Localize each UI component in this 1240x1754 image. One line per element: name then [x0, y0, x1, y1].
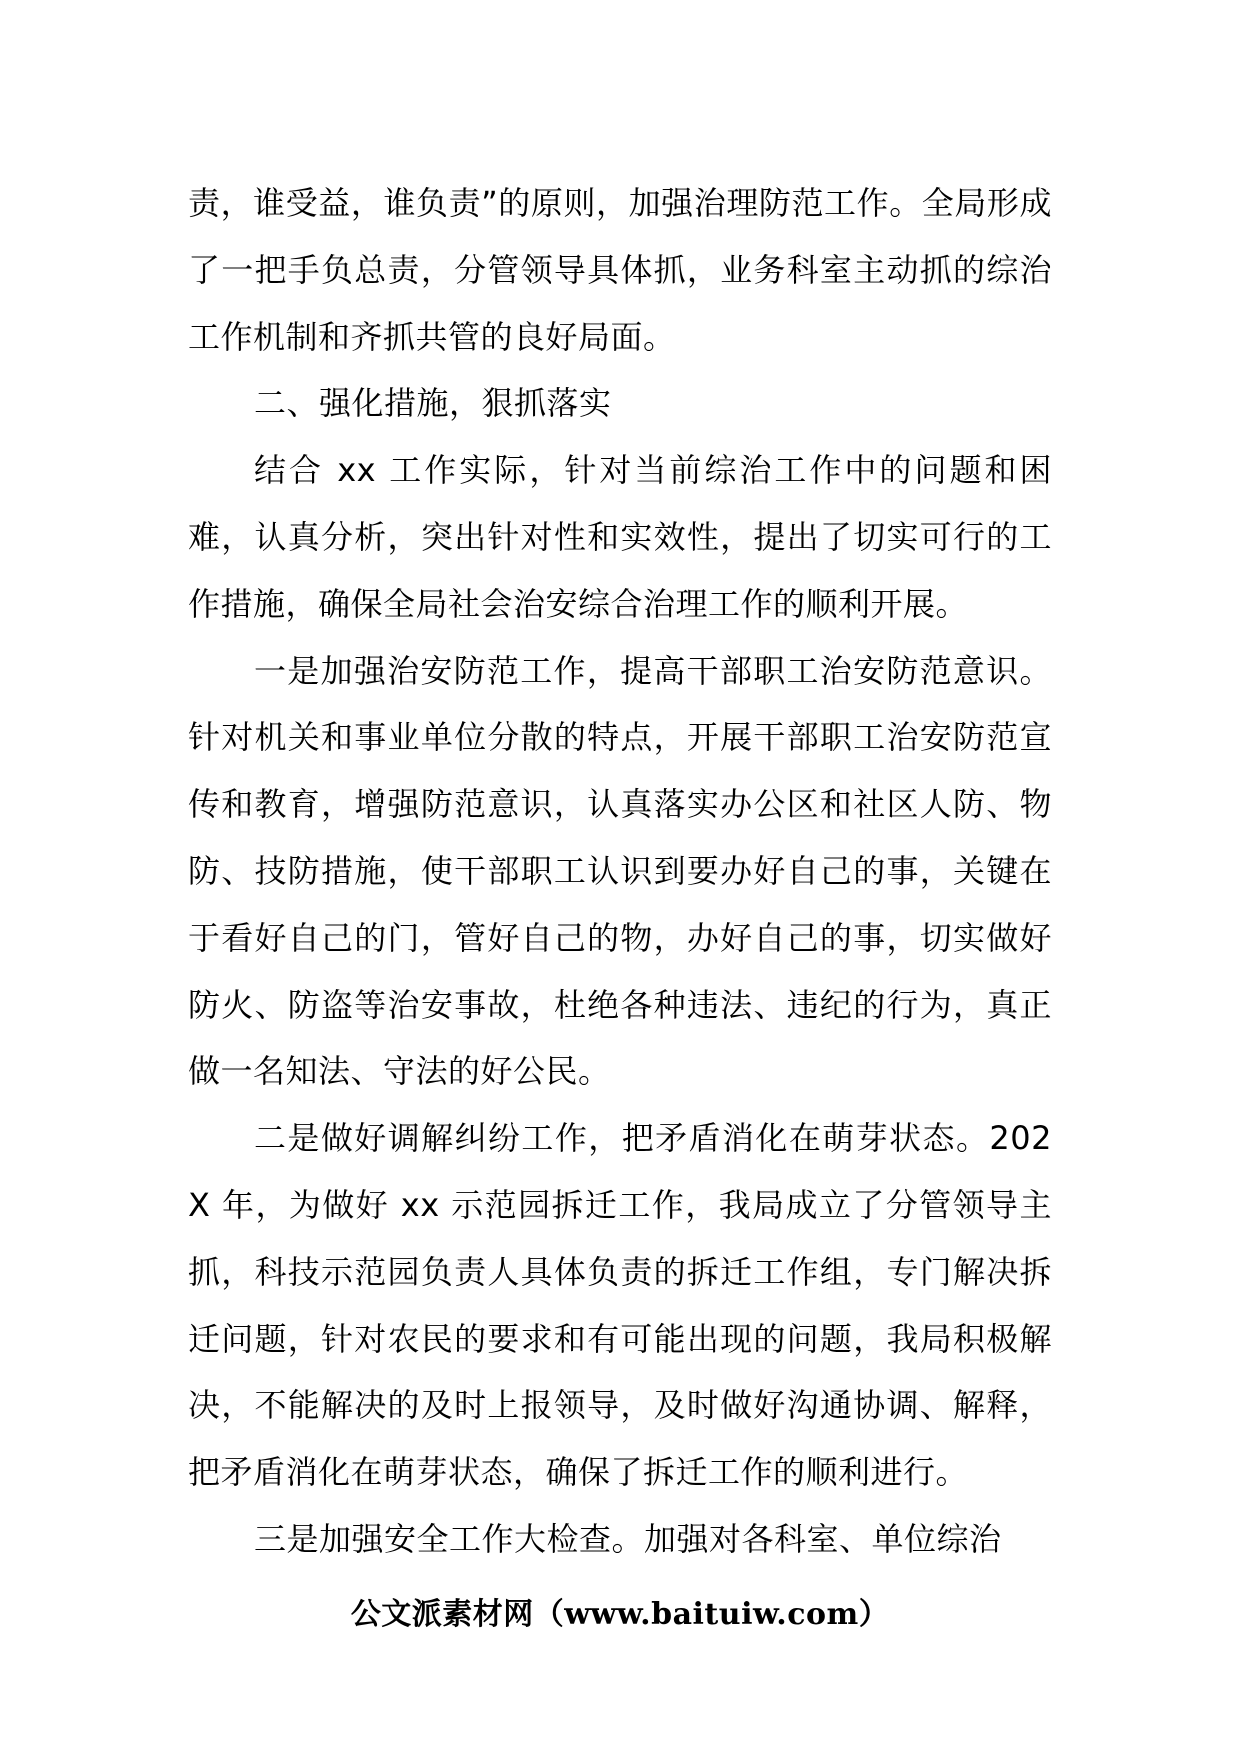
- paragraph-measures-intro: 结合 xx 工作实际，针对当前综治工作中的问题和困难，认真分析，突出针对性和实效性，提出了切实可行的工作措施，确保全局社会治安综合治理工作的顺利开展。: [188, 451, 1052, 623]
- paragraph-safety-inspection: 三是加强安全工作大检查。加强对各科室、单位综治: [254, 1519, 1002, 1558]
- paragraph-principle-continuation: 责，谁受益，谁负责”的原则，加强治理防范工作。全局形成了一把手负总责，分管领导具体抓，业务科室主动抓的综治工作机制和齐抓共管的良好局面。: [188, 184, 1052, 356]
- paragraph-security-prevention: 一是加强治安防范工作，提高干部职工治安防范意识。针对机关和事业单位分散的特点，开展干部职工治安防范宣传和教育，增强防范意识，认真落实办公区和社区人防、物防、技防措施，使干部职工认识到要办好自己的事，关键在于看好自己的门，管好自己的物，办好自己的事，切实做好防火、防盗等治安事故，杜绝各种违法、违纪的行为，真正做一名知法、守法的好公民。: [188, 651, 1052, 1091]
- paragraph-dispute-mediation: 二是做好调解纠纷工作，把矛盾消化在萌芽状态。202X 年，为做好 xx 示范园拆迁工作，我局成立了分管领导主抓，科技示范园负责人具体负责的拆迁工作组，专门解决拆迁问题，针对农民的要求和有可能出现的问题，我局积极解决，不能解决的及时上报领导，及时做好沟通协调、解释，把矛盾消化在萌芽状态，确保了拆迁工作的顺利进行。: [188, 1119, 1052, 1492]
- document-body: [188, 170, 1052, 1573]
- section-heading-2: 二、强化措施，狠抓落实: [254, 384, 612, 423]
- source-footer: 公文派素材网（www.baituiw.com）: [350, 1597, 890, 1632]
